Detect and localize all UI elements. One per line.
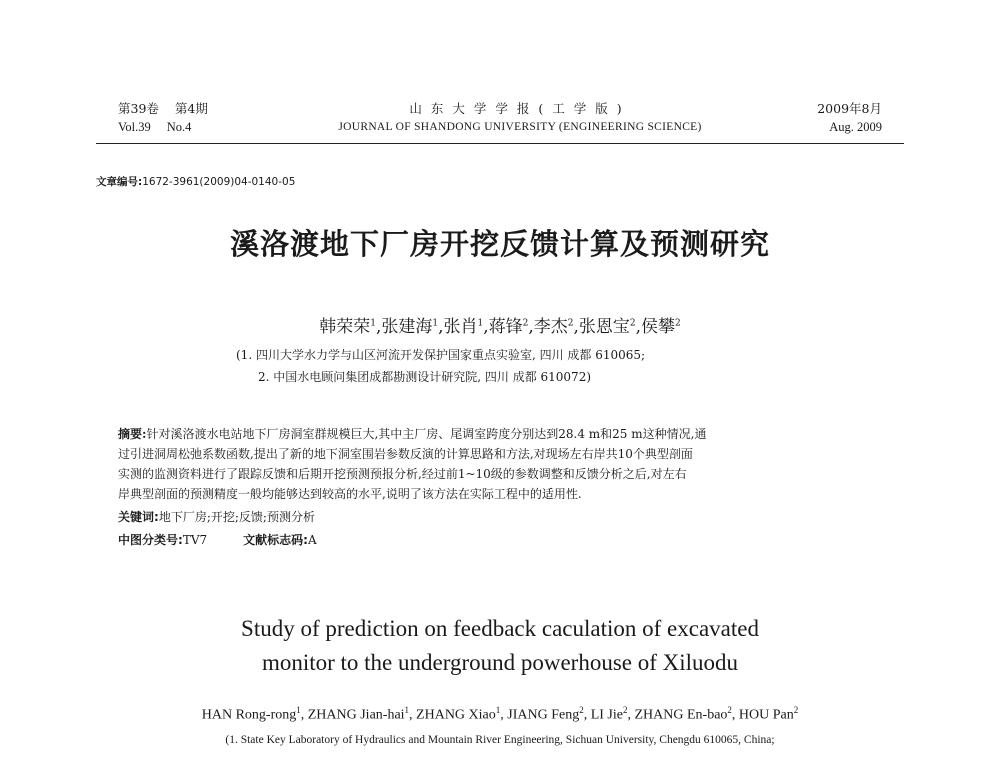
author-en-name: ZHANG En-bao [634,707,728,723]
abstract-label: 摘要: [118,427,147,441]
abstract-line: 岸典型剖面的预测精度一般均能够达到较高的水平,说明了该方法在实际工程中的适用性. [118,487,582,501]
header-volume-issue [118,100,288,136]
abstract-text-1: 针对溪洛渡水电站地下厂房洞室群规模巨大,其中主厂房、尾调室跨度分别达到28.4 m和25 m这种情况,通 [146,427,707,441]
header-divider [96,143,904,144]
author-cn-name: 韩荣荣 [319,317,371,337]
affiliations-cn [236,344,796,388]
article-number-label: 文章编号: [96,176,143,188]
author-cn-name: 张恩宝 [578,317,630,337]
author-en-name: JIANG Feng [507,707,580,723]
author-en-affiliation-mark: 1 [404,705,410,715]
volume-cn: 第39卷 [118,101,159,116]
author-en-affiliation-mark: 1 [495,705,501,715]
author-cn-affiliation-mark: 1 [432,318,439,329]
author-en-name: ZHANG Jian-hai [307,707,405,723]
date-cn: 2009年8月 [817,101,882,116]
author-cn-affiliation-mark: 1 [477,318,484,329]
abstract-line: 过引进洞周松弛系数函数,提出了新的地下洞室围岩参数反演的计算思路和方法,对现场左右岸共10个典型剖面 [118,447,693,461]
affiliation-cn-1: (1. 四川大学水力学与山区河流开发保护国家重点实验室, 四川 成都 610065; [236,348,646,362]
keywords-value: 地下厂房;开挖;反馈;预测分析 [158,510,315,524]
doc-code-label: 文献标志码: [243,533,308,547]
author-cn-affiliation-mark: 2 [567,318,574,329]
affiliation-en: (1. State Key Laboratory of Hydraulics and Mountain River Engineering, Sichuan University, Chengdu 610065, China; [225,734,775,746]
author-cn-affiliation-mark: 2 [522,318,529,329]
author-cn-name: 李杰 [533,317,568,337]
author-en-name: HOU Pan [738,707,794,723]
keywords [118,508,315,525]
abstract-line: 实测的监测资料进行了跟踪反馈和后期开挖预测预报分析,经过前1~10级的参数调整和反馈分析之后,对左右 [118,467,687,481]
issue-cn: 第4期 [174,101,208,116]
issue-en: No.4 [166,120,192,134]
title-en-line-2: monitor to the underground powerhouse of Xiluodu [261,650,739,675]
header-date [790,100,882,136]
title-en [0,612,1000,680]
abstract-line [118,424,886,444]
author-en-affiliation-mark: 2 [727,705,732,715]
author-en-name: ZHANG Xiao [416,707,496,723]
journal-name [290,100,750,136]
journal-name-en: JOURNAL OF SHANDONG UNIVERSITY (ENGINEERING SCIENCE) [338,121,702,133]
authors-cn: 韩荣荣$^1$,张建海$^1$,张肖$^1$,蒋锋$^2$,李杰$^2$,张恩宝$^2$,侯攀$^2$ [319,317,681,337]
author-cn-name: 张建海 [381,317,433,337]
author-cn-affiliation-mark: 2 [675,318,681,329]
article-number [96,174,295,189]
classification [118,531,317,548]
author-cn-name: 蒋锋 [488,317,523,337]
clc-value: TV7 [182,533,208,547]
clc-label: 中图分类号: [118,533,183,547]
journal-name-cn: 山东大学学报(工学版) [409,101,631,116]
article-number-value: 1672-3961(2009)04-0140-05 [142,176,296,188]
author-en-name: LI Jie [590,707,623,723]
keywords-label: 关键词: [118,510,159,524]
authors-en: HAN Rong-rong$^1$, ZHANG Jian-hai$^1$, ZHANG Xiao$^1$, JIANG Feng$^2$, LI Jie$^2$, ZHANG En-bao$^2$, HOU Pan$^2$ [201,705,799,723]
author-en-name: HAN Rong-rong [201,707,297,723]
title-cn: 溪洛渡地下厂房开挖反馈计算及预测研究 [229,227,770,261]
author-cn-name: 张肖 [443,317,478,337]
date-en: Aug. 2009 [829,120,882,134]
author-en-affiliation-mark: 2 [579,705,584,715]
author-en-affiliation-mark: 1 [296,705,301,715]
title-en-line-1: Study of prediction on feedback caculation of excavated [241,616,759,641]
volume-en: Vol.39 [118,120,151,134]
doc-code-value: A [307,533,317,547]
author-cn-affiliation-mark: 1 [370,318,376,329]
author-en-affiliation-mark: 2 [622,705,628,715]
author-en-affiliation-mark: 2 [793,705,799,715]
author-cn-affiliation-mark: 2 [629,318,636,329]
abstract [118,424,886,504]
affiliation-cn-2: 2. 中国水电顾问集团成都勘测设计研究院, 四川 成都 610072) [258,370,592,384]
author-cn-name: 侯攀 [641,317,676,337]
